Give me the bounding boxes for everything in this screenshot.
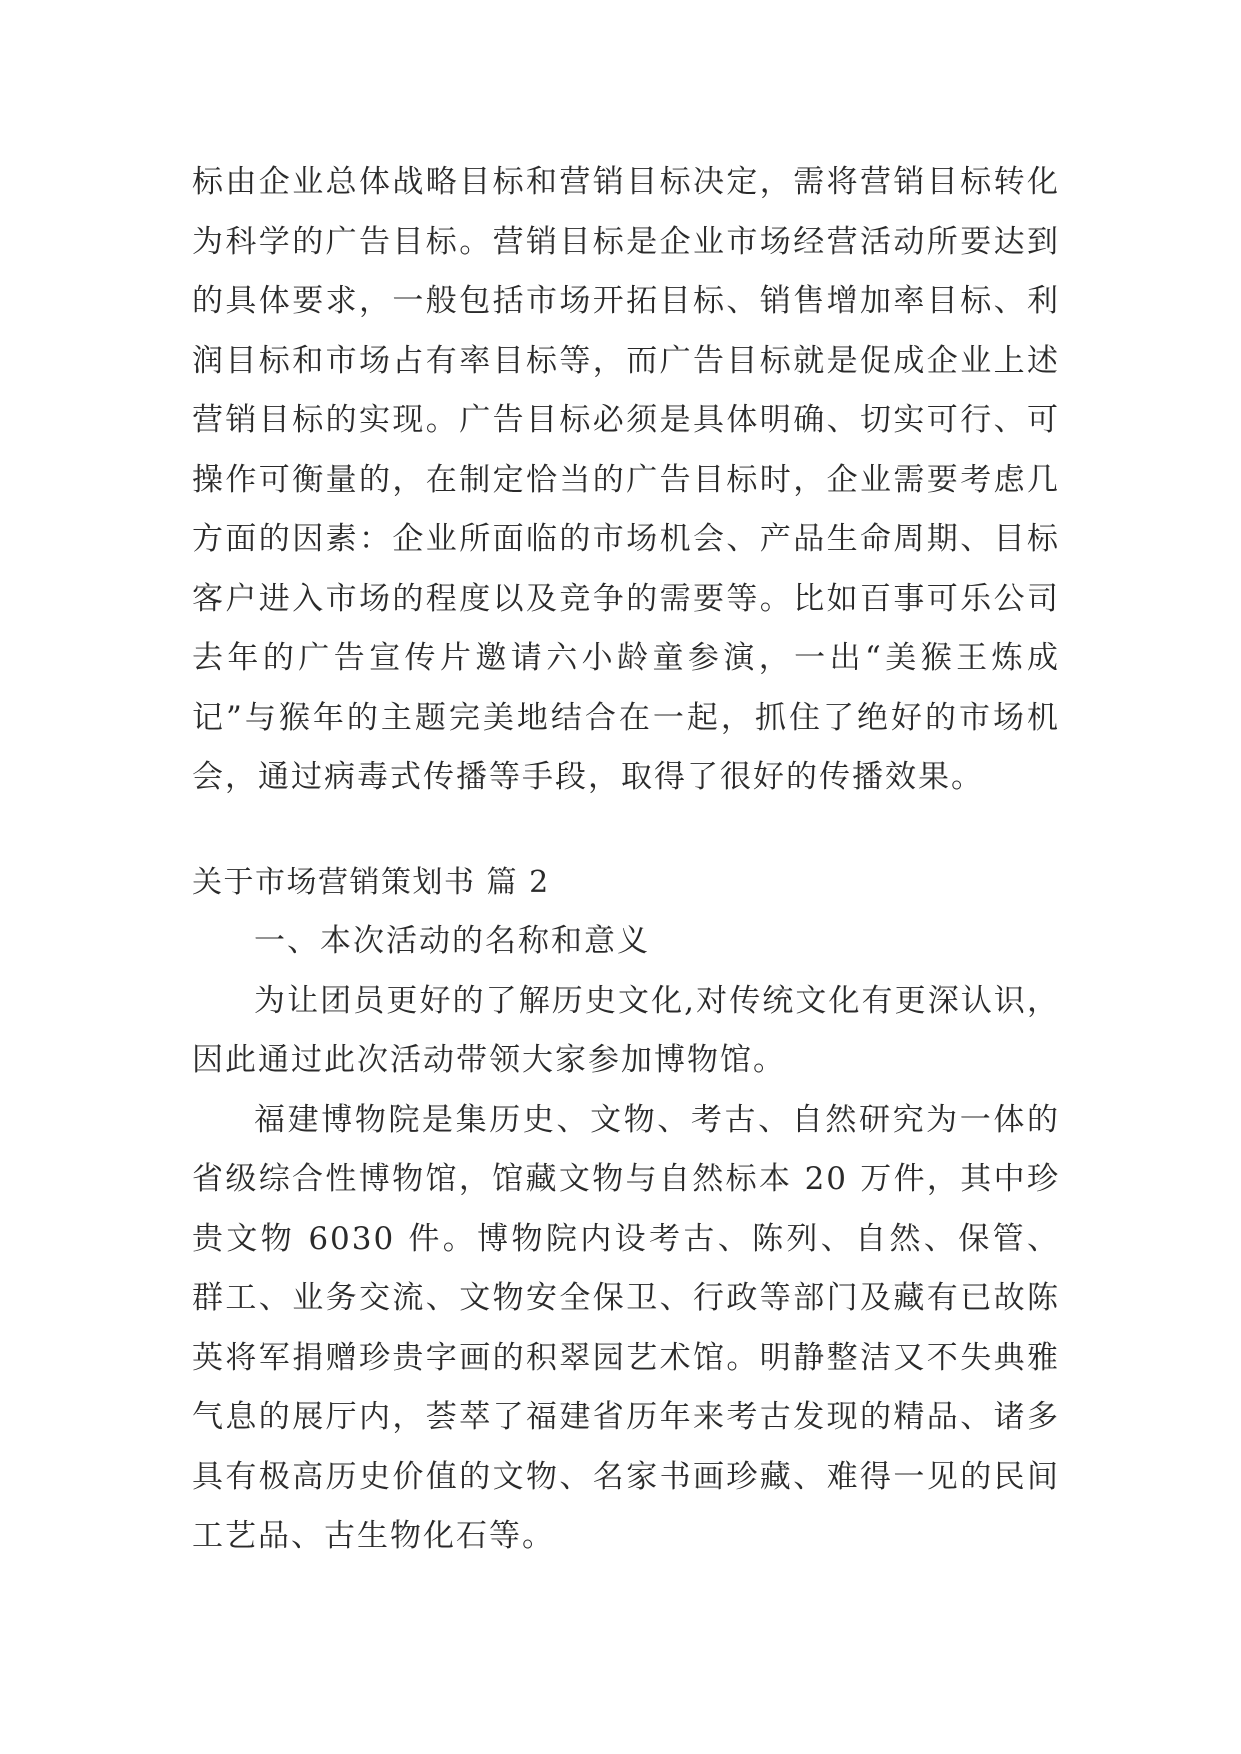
museum-description-paragraph: 福建博物院是集历史、文物、考古、自然研究为一体的省级综合性博物馆，馆藏文物与自然标本 20 万件，其中珍贵文物 6030 件。博物院内设考古、陈列、自然、保管、群工、业务交流、文物安全保卫、行政等部门及藏有已故陈英将军捐赠珍贵字画的积翠园艺术馆。明静整洁又不失典雅气息的展厅内，荟萃了福建省历年来考古发现的精品、诸多具有极高历史价值的文物、名家书画珍藏、难得一见的民间工艺品、古生物化石等。 xyxy=(192,1101,1060,1554)
activity-purpose-paragraph: 为让团员更好的了解历史文化,对传统文化有更深认识，因此通过此次活动带领大家参加博物馆。 xyxy=(192,982,1060,1078)
continuation-paragraph: 标由企业总体战略目标和营销目标决定，需将营销目标转化为科学的广告目标。营销目标是企业市场经营活动所要达到的具体要求，一般包括市场开拓目标、销售增加率目标、利润目标和市场占有率目标等，而广告目标就是促成企业上述营销目标的实现。广告目标必须是具体明确、切实可行、可操作可衡量的，在制定恰当的广告目标时，企业需要考虑几方面的因素：企业所面临的市场机会、产品生命周期、目标客户进入市场的程度以及竞争的需要等。比如百事可乐公司去年的广告宣传片邀请六小龄童参演，一出“美猴王炼成记”与猴年的主题完美地结合在一起，抓住了绝好的市场机会，通过病毒式传播等手段，取得了很好的传播效果。 xyxy=(192,164,1060,795)
section-heading: 关于市场营销策划书 篇 2 xyxy=(192,865,550,900)
activity-name-heading: 一、本次活动的名称和意义 xyxy=(254,923,650,959)
section-body xyxy=(192,912,1060,1567)
